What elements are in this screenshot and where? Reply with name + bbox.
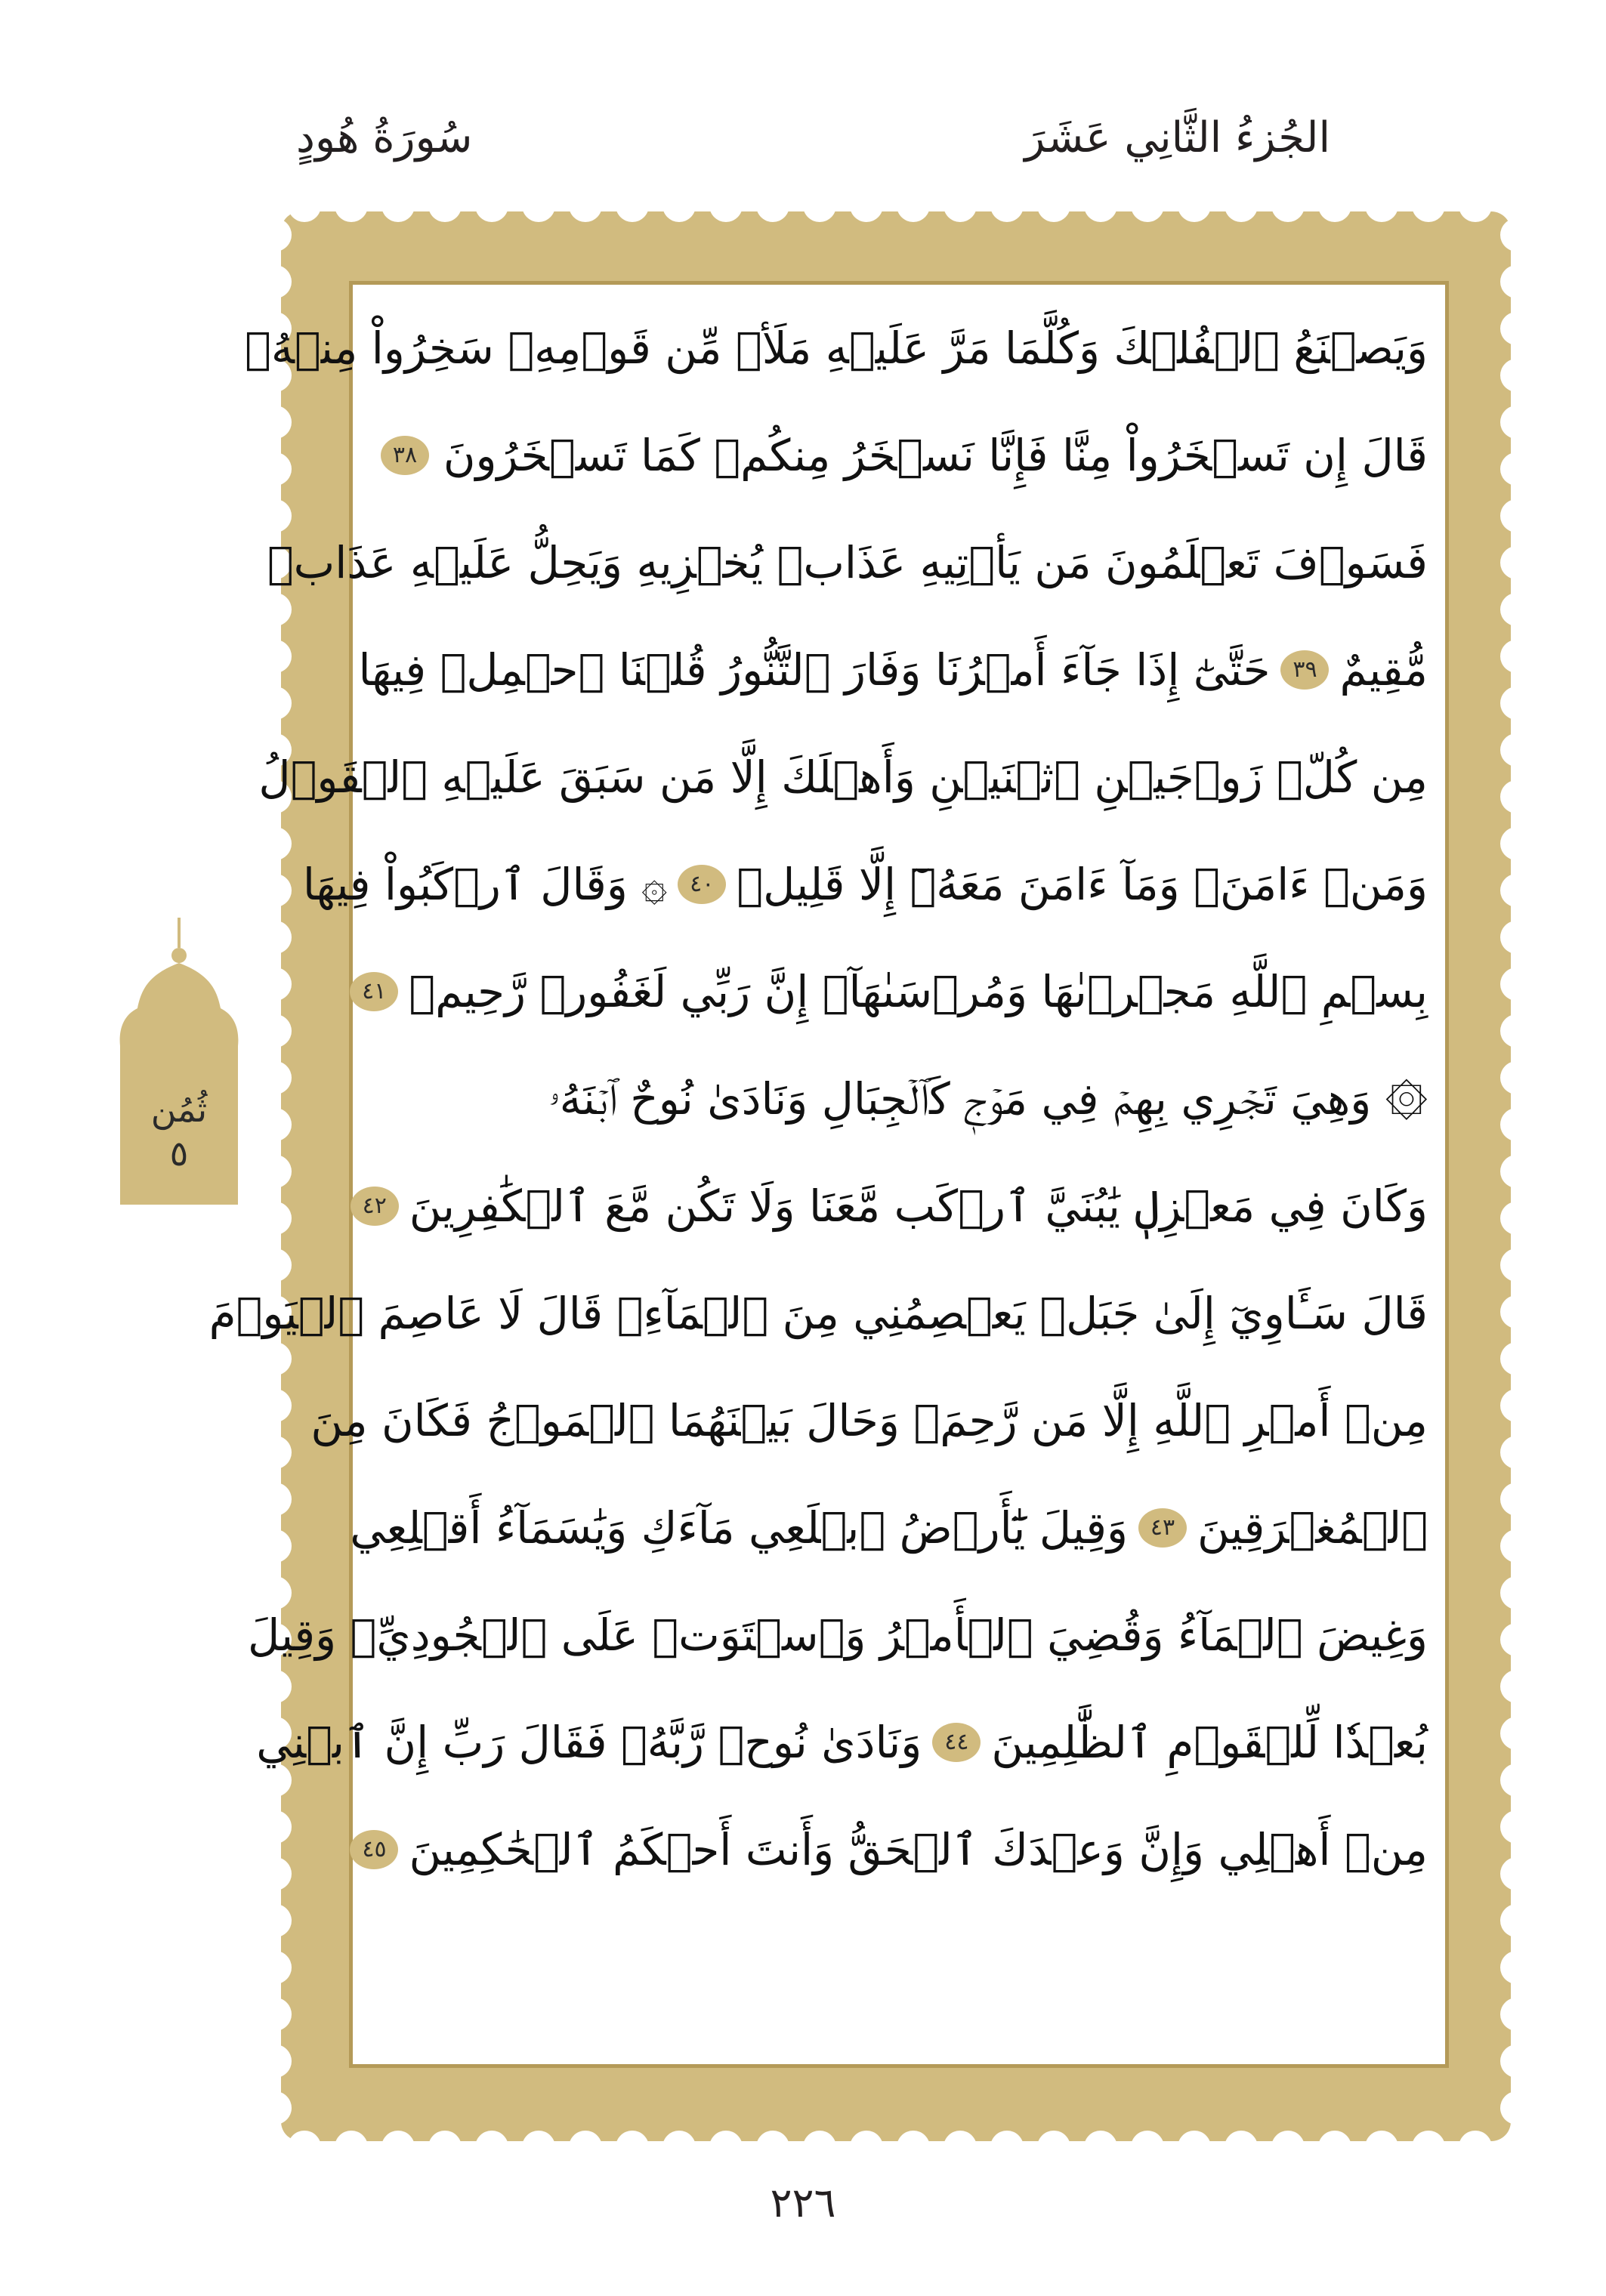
- verse-line: ۞ وَهِيَ تَجۡرِي بِهِمۡ فِي مَوۡجٖ كَٱلۡجِبَالِ وَنَادَىٰ نُوحٌ ٱبۡنَهُۥ: [548, 1073, 1428, 1125]
- verse-line: ٱلۡمُغۡرَقِينَ ٤٣ وَقِيلَ يَٰٓأَرۡضُ ٱبۡلَعِي مَآءَكِ وَيَٰسَمَآءُ أَقۡلِعِي: [350, 1502, 1428, 1554]
- verse-line: مُّقِيمٌ ٣٩ حَتَّىٰٓ إِذَا جَآءَ أَمۡرُنَا وَفَارَ ٱلتَّنُّورُ قُلۡنَا ٱحۡمِلۡ فِيهَا: [358, 644, 1428, 696]
- verse-line: مِنۡ أَمۡرِ ٱللَّهِ إِلَّا مَن رَّحِمَۚ وَحَالَ بَيۡنَهُمَا ٱلۡمَوۡجُ فَكَانَ مِنَ: [310, 1395, 1428, 1446]
- ayah-number-badge: ٤٠: [678, 865, 726, 904]
- verse-line: مِنۡ أَهۡلِي وَإِنَّ وَعۡدَكَ ٱلۡحَقُّ وَأَنتَ أَحۡكَمُ ٱلۡحَٰكِمِينَ ٤٥: [370, 1796, 1428, 1903]
- verse-lines: [208, 295, 1428, 1903]
- ayah-number-badge: ٤٢: [351, 1187, 399, 1226]
- ayah-number-badge: ٣٩: [1280, 650, 1329, 690]
- verse-line: فَسَوۡفَ تَعۡلَمُونَ مَن يَأۡتِيهِ عَذَابٞ يُخۡزِيهِ وَيَحِلُّ عَلَيۡهِ عَذَابٞ: [267, 537, 1428, 588]
- ayah-number-badge: ٤٥: [350, 1830, 398, 1869]
- ayah-number-badge: ٤٤: [932, 1723, 981, 1762]
- verse-line: وَغِيضَ ٱلۡمَآءُ وَقُضِيَ ٱلۡأَمۡرُ وَٱسۡتَوَتۡ عَلَى ٱلۡجُودِيِّۖ وَقِيلَ: [247, 1609, 1428, 1661]
- verse-line: مِن كُلّٖ زَوۡجَيۡنِ ٱثۡنَيۡنِ وَأَهۡلَكَ إِلَّا مَن سَبَقَ عَلَيۡهِ ٱلۡقَوۡلُ: [258, 751, 1428, 803]
- verse-line: بِسۡمِ ٱللَّهِ مَجۡرٜىٰهَا وَمُرۡسَىٰهَآۚ إِنَّ رَبِّي لَغَفُورٞ رَّحِيمٞ ٤١: [370, 938, 1428, 1045]
- verse-line: وَكَانَ فِي مَعۡزِلٖ يَٰبُنَيَّ ٱرۡكَب مَّعَنَا وَلَا تَكُن مَّعَ ٱلۡكَٰفِرِينَ ٤٢: [370, 1153, 1428, 1260]
- ayah-number-badge: ٤١: [350, 972, 398, 1011]
- verse-line: وَيَصۡنَعُ ٱلۡفُلۡكَ وَكُلَّمَا مَرَّ عَلَيۡهِ مَلَأٞ مِّن قَوۡمِهِۦ سَخِرُواْ مِنۡهُۚ: [245, 322, 1428, 374]
- verse-line: وَمَنۡ ءَامَنَۚ وَمَآ ءَامَنَ مَعَهُۥٓ إِلَّا قَلِيلٞ ٤٠ ۞ وَقَالَ ٱرۡكَبُواْ فِيهَا: [302, 859, 1428, 910]
- ayah-number-badge: ٤٣: [1138, 1508, 1187, 1548]
- verse-line: قَالَ إِن تَسۡخَرُواْ مِنَّا فَإِنَّا نَسۡخَرُ مِنكُمۡ كَمَا تَسۡخَرُونَ ٣٨: [370, 402, 1428, 509]
- juz-title: الجُزءُ الثَّانِي عَشَرَ: [1024, 113, 1330, 162]
- verse-line: قَالَ سَـَٔاوِيٓ إِلَىٰ جَبَلٖ يَعۡصِمُنِي مِنَ ٱلۡمَآءِۚ قَالَ لَا عَاصِمَ ٱلۡيَوۡمَ: [208, 1288, 1428, 1339]
- page-number: ٢٢٦: [770, 2179, 836, 2227]
- verse-line: بُعۡدٗا لِّلۡقَوۡمِ ٱلظَّٰلِمِينَ ٤٤ وَنَادَىٰ نُوحٞ رَّبَّهُۥ فَقَالَ رَبِّ إِنَّ ٱبۡنِي: [256, 1717, 1428, 1768]
- surah-title: سُورَةُ هُودٍ: [296, 113, 473, 162]
- ayah-number-badge: ٣٨: [381, 436, 429, 475]
- thumn-marker-label: ثُمُن ٥: [150, 1089, 208, 1174]
